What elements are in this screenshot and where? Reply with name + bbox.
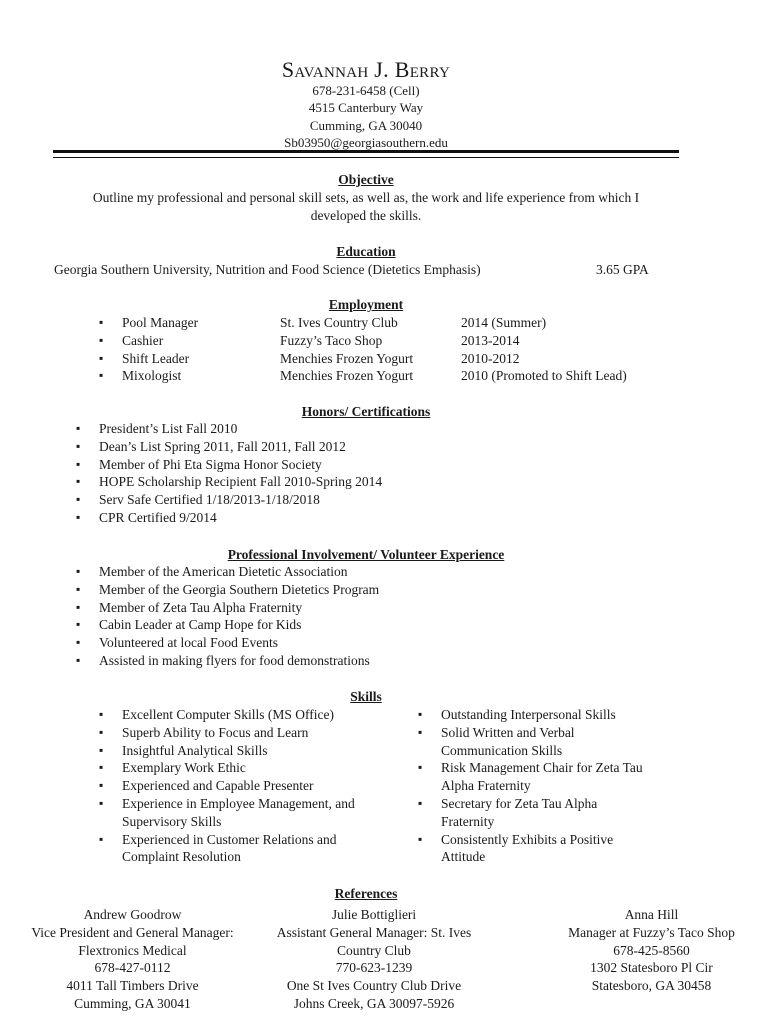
reference-line: Andrew Goodrow [83, 907, 182, 922]
list-item: ▪ Experienced in Customer Relations and Complaint Resolution [122, 831, 357, 867]
list-item: ▪ Exemplary Work Ethic [122, 759, 372, 777]
list-item: ▪ Member of Phi Eta Sigma Honor Society [99, 456, 382, 474]
job-title: ▪ Cashier [122, 332, 164, 348]
education-school: Georgia Southern University, Nutrition and Food Science (Dietetics Emphasis) [54, 262, 481, 277]
job-employer: Menchies Frozen Yogurt [280, 368, 414, 384]
education-gpa: 3.65 GPA [596, 262, 649, 277]
job-title: ▪ Pool Manager [122, 315, 199, 330]
reference-line: Johns Creek, GA 30097-5926 [293, 995, 455, 1011]
reference-line: Cumming, GA 30041 [74, 995, 191, 1011]
list-item: ▪ Insightful Analytical Skills [122, 742, 372, 760]
list-item: ▪ Risk Management Chair for Zeta Tau Alpha Fraternity [441, 759, 671, 795]
list-item: ▪ Assisted in making flyers for food demonstrations [99, 652, 379, 670]
list-item: ▪ Member of the American Dietetic Association [99, 563, 379, 581]
reference-line: 1302 Statesboro Pl Cir [590, 960, 713, 976]
list-item: ▪ Volunteered at local Food Events [99, 634, 379, 652]
involvement-list [99, 563, 379, 670]
list-item: ▪ Dean’s List Spring 2011, Fall 2011, Fall 2012 [99, 438, 382, 456]
list-item: ▪ Superb Ability to Focus and Learn [122, 724, 372, 742]
skills-list-right [441, 706, 676, 866]
contact-block [0, 82, 732, 151]
list-item: ▪ Member of Zeta Tau Alpha Fraternity [99, 599, 379, 617]
list-item: ▪ Member of the Georgia Southern Dietetics Program [99, 581, 379, 599]
list-item [122, 350, 682, 368]
list-item: ▪ Solid Written and Verbal Communication Skills [441, 724, 616, 760]
list-item: ▪ HOPE Scholarship Recipient Fall 2010-Spring 2014 [99, 473, 382, 491]
objective-line-2: developed the skills. [310, 207, 422, 223]
objective-line-1: Outline my professional and personal skill sets, as well as, the work and life experience from which I [92, 190, 640, 205]
reference-line: Flextronics Medical [78, 942, 187, 958]
reference-line: 678-425-8560 [613, 942, 690, 958]
reference-line: 770-623-1239 [335, 960, 413, 976]
list-item [122, 314, 682, 332]
list-item: ▪ Secretary for Zeta Tau Alpha Fraternity [441, 795, 626, 831]
header-divider-thin [53, 157, 679, 158]
job-dates: 2013-2014 [461, 332, 520, 348]
objective-heading: Objective [338, 172, 394, 187]
list-item [122, 332, 682, 350]
list-item: ▪ Consistently Exhibits a Positive Attitude [441, 831, 641, 867]
job-employer: Fuzzy’s Taco Shop [280, 332, 383, 348]
reference-line: Manager at Fuzzy’s Taco Shop [568, 924, 735, 940]
reference-line: Julie Bottiglieri [331, 907, 417, 922]
list-item: ▪ Outstanding Interpersonal Skills [441, 706, 676, 724]
job-dates: 2010-2012 [461, 350, 520, 366]
list-item: ▪ Experienced and Capable Presenter [122, 777, 372, 795]
job-employer: St. Ives Country Club [280, 315, 398, 330]
skills-list-left [122, 706, 372, 866]
header-divider-thick [53, 150, 679, 153]
reference-line: Statesboro, GA 30458 [591, 978, 712, 994]
job-title: ▪ Shift Leader [122, 350, 190, 366]
employment-heading: Employment [328, 297, 404, 312]
email: Sb03950@georgiasouthern.edu [284, 134, 448, 150]
involvement-heading: Professional Involvement/ Volunteer Experience [227, 547, 505, 562]
list-item: ▪ Serv Safe Certified 1/18/2013-1/18/2018 [99, 491, 382, 509]
list-item: ▪ Experience in Employee Management, and Supervisory Skills [122, 795, 357, 831]
list-item: ▪ President’s List Fall 2010 [99, 420, 382, 438]
list-item [122, 367, 682, 385]
employment-list [122, 314, 682, 385]
reference-line: 4011 Tall Timbers Drive [66, 978, 199, 994]
reference-line: Assistant General Manager: St. Ives [276, 924, 472, 940]
honors-heading: Honors/ Certifications [301, 404, 431, 419]
reference-1 [10, 906, 255, 1013]
objective-text [0, 189, 732, 225]
list-item: ▪ CPR Certified 9/2014 [99, 509, 382, 527]
job-employer: Menchies Frozen Yogurt [280, 350, 414, 366]
address-street: 4515 Canterbury Way [308, 100, 424, 116]
job-title: ▪ Mixologist [122, 368, 182, 384]
list-item: ▪ Cabin Leader at Camp Hope for Kids [99, 616, 379, 634]
job-dates: 2010 (Promoted to Shift Lead) [461, 368, 627, 384]
honors-list [99, 420, 382, 527]
list-item: ▪ Excellent Computer Skills (MS Office) [122, 706, 372, 724]
skills-heading: Skills [350, 689, 382, 704]
reference-3 [540, 906, 763, 995]
reference-line: Country Club [337, 942, 411, 958]
reference-line: Anna Hill [624, 907, 679, 922]
job-dates: 2014 (Summer) [461, 315, 547, 330]
phone: 678-231-6458 (Cell) [312, 83, 420, 98]
resume-name: Savannah J. Berry [281, 57, 451, 82]
education-heading: Education [336, 244, 396, 259]
reference-2 [258, 906, 490, 1013]
reference-line: Vice President and General Manager: [31, 924, 234, 940]
address-city: Cumming, GA 30040 [309, 117, 423, 133]
reference-line: One St Ives Country Club Drive [286, 978, 462, 994]
references-heading: References [334, 886, 398, 901]
reference-line: 678-427-0112 [94, 960, 171, 976]
